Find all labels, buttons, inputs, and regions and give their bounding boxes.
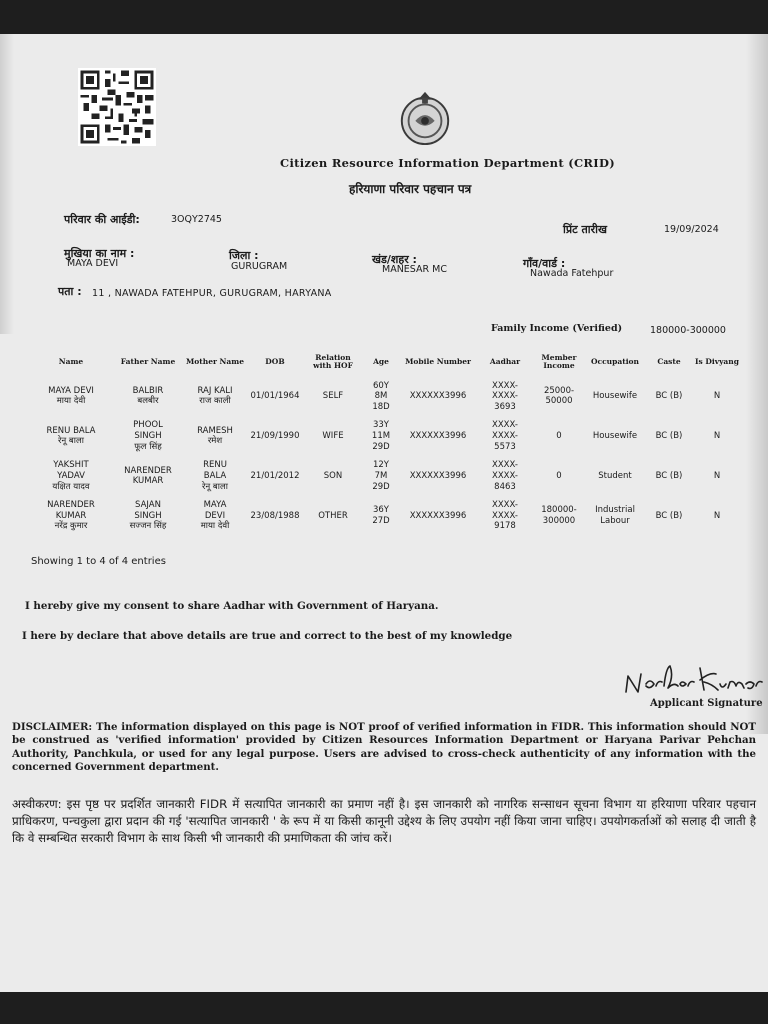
print-date-label: प्रिंट तारीख: [563, 223, 607, 236]
cell-occupation: Industrial Labour: [595, 505, 635, 527]
col-header-member-income: Member Income: [541, 353, 577, 371]
col-header-mobile: Mobile Number: [405, 357, 471, 367]
page-shadow: [0, 34, 14, 334]
cell-dob: 01/01/1964: [250, 391, 300, 402]
cell-age: 60Y 8M 18D: [372, 380, 390, 412]
cell-relation: WIFE: [322, 431, 344, 441]
col-header-caste: Caste: [657, 357, 681, 367]
cell-divyang: N: [713, 391, 721, 402]
cell-father-name: PHOOL SINGH फूल सिंह: [133, 420, 163, 452]
village-label: गाँव/वार्ड :: [523, 257, 566, 270]
signature-label: Applicant Signature: [650, 698, 763, 709]
cell-mobile: XXXXXX3996: [409, 391, 467, 402]
print-date-value: 19/09/2024: [664, 224, 719, 235]
col-header-mother-name: Mother Name: [186, 357, 244, 367]
block-value: MANESAR MC: [382, 264, 447, 275]
district-label: जिला :: [229, 249, 259, 262]
cell-mobile: XXXXXX3996: [409, 470, 467, 481]
cell-divyang: N: [713, 431, 721, 441]
block-label: खंड/शहर :: [372, 253, 417, 266]
cell-caste: BC (B): [655, 431, 683, 441]
cell-father-name: NARENDER KUMAR: [124, 465, 172, 487]
col-header-aadhar: Aadhar: [489, 357, 521, 367]
cell-member-income: 0: [556, 431, 562, 441]
address-value: 11 , NAWADA FATEHPUR, GURUGRAM, HARYANA: [92, 288, 332, 299]
cell-name: MAYA DEVI माया देवी: [48, 385, 94, 407]
applicant-signature: [620, 656, 768, 704]
document-title: Citizen Resource Information Department (CRID): [280, 156, 615, 170]
cell-name: NARENDER KUMAR नरेंद्र कुमार: [47, 500, 95, 532]
members-table: [30, 352, 742, 536]
cell-name: YAKSHIT YADAV यक्षित यादव: [52, 460, 90, 492]
cell-mother-name: RENU BALA रेनू बाला: [202, 460, 228, 492]
cell-divyang: N: [713, 470, 721, 481]
table-row: [30, 456, 742, 496]
page-edge: [746, 34, 768, 734]
qr-code-icon: [78, 68, 156, 146]
cell-relation: SELF: [322, 391, 344, 402]
cell-caste: BC (B): [655, 391, 683, 402]
table-row: [30, 377, 742, 417]
col-header-age: Age: [373, 357, 389, 367]
head-name-label: मुखिया का नाम :: [64, 247, 135, 260]
village-value: Nawada Fatehpur: [530, 268, 614, 279]
head-name-value: MAYA DEVI: [67, 258, 119, 269]
document-page: [0, 34, 768, 992]
cell-mother-name: MAYA DEVI माया देवी: [200, 500, 230, 532]
cell-mobile: XXXXXX3996: [409, 431, 467, 441]
cell-aadhar: XXXX- XXXX- 8463: [492, 460, 518, 492]
cell-member-income: 180000- 300000: [541, 505, 577, 527]
cell-member-income: 25000- 50000: [543, 385, 575, 407]
cell-relation: SON: [323, 470, 343, 481]
col-header-occupation: Occupation: [591, 357, 639, 367]
cell-mother-name: RAMESH रमेश: [197, 425, 233, 447]
cell-mother-name: RAJ KALI राज काली: [197, 385, 233, 407]
col-header-relation: Relation with HOF: [313, 353, 353, 371]
document-subtitle: हरियाणा परिवार पहचान पत्र: [349, 182, 472, 196]
cell-mobile: XXXXXX3996: [409, 510, 467, 521]
col-header-father-name: Father Name: [120, 357, 176, 367]
cell-caste: BC (B): [655, 470, 683, 481]
col-header-divyang: Is Divyang: [695, 357, 739, 367]
cell-occupation: Housewife: [592, 391, 638, 402]
table-row: [30, 496, 742, 536]
cell-occupation: Housewife: [592, 431, 638, 441]
cell-dob: 21/01/2012: [250, 470, 300, 481]
cell-age: 33Y 11M 29D: [371, 420, 391, 452]
cell-name: RENU BALA रेनू बाला: [46, 425, 96, 447]
consent-statement: I hereby give my consent to share Aadhar with Government of Haryana.: [25, 600, 439, 612]
disclaimer-hindi: अस्वीकरण: इस पृष्ठ पर प्रदर्शित जानकारी FIDR में सत्यापित जानकारी का प्रमाण नहीं है। इस जानकारी को नागरिक सन्साधन सूचना विभाग या हरियाणा परिवार पहचान प्राधिकरण, पन्चकुला द्वारा प्रदान की गई 'सत्यापित जानकारी ' के रूप में या किसी कानूनी उद्देश्य के लिए उपयोग नहीं किया जाना चाहिए। उपयोगकर्ताओं को सलाह दी जाती है कि वे सम्बन्धित सरकारी विभाग के साथ किसी भी जानकारी की प्रमाणिकता की जांच करें।: [12, 797, 756, 845]
table-header-row: [30, 352, 742, 377]
disclaimer-english: DISCLAIMER: The information displayed on this page is NOT proof of verified information in FIDR. This information should NOT be construed as 'verified information' provided by Citizen Resources Information Department or Haryana Parivar Pehchan Authority, Panchkula, or used for any legal purpose. Users are advised to cross-check authenticity of any information with the concerned Government department.: [12, 721, 756, 773]
cell-father-name: SAJAN SINGH सज्जन सिंह: [129, 500, 167, 532]
district-value: GURUGRAM: [231, 261, 288, 272]
address-label: पता :: [58, 285, 82, 298]
col-header-dob: DOB: [265, 357, 285, 367]
cell-relation: OTHER: [318, 510, 348, 521]
cell-member-income: 0: [556, 470, 562, 481]
table-row: [30, 416, 742, 456]
family-income-value: 180000-300000: [650, 325, 726, 336]
cell-caste: BC (B): [655, 510, 683, 521]
family-id-label: परिवार की आईडी:: [64, 213, 140, 226]
cell-dob: 23/08/1988: [250, 510, 300, 521]
cell-age: 36Y 27D: [372, 505, 390, 527]
col-header-name: Name: [58, 357, 84, 367]
cell-aadhar: XXXX- XXXX- 9178: [492, 500, 518, 532]
cell-aadhar: XXXX- XXXX- 3693: [492, 380, 518, 412]
cell-dob: 21/09/1990: [250, 431, 300, 441]
entries-count: Showing 1 to 4 of 4 entries: [31, 556, 166, 567]
family-id-value: 3OQY2745: [171, 214, 222, 225]
cell-occupation: Student: [598, 470, 632, 481]
cell-age: 12Y 7M 29D: [372, 460, 390, 492]
cell-aadhar: XXXX- XXXX- 5573: [492, 420, 518, 452]
family-income-label: Family Income (Verified): [491, 323, 623, 334]
haryana-emblem-icon: [396, 88, 454, 146]
cell-father-name: BALBIR बलबीर: [132, 385, 164, 407]
cell-divyang: N: [713, 510, 721, 521]
declaration-statement: I here by declare that above details are true and correct to the best of my knowledge: [22, 630, 513, 642]
